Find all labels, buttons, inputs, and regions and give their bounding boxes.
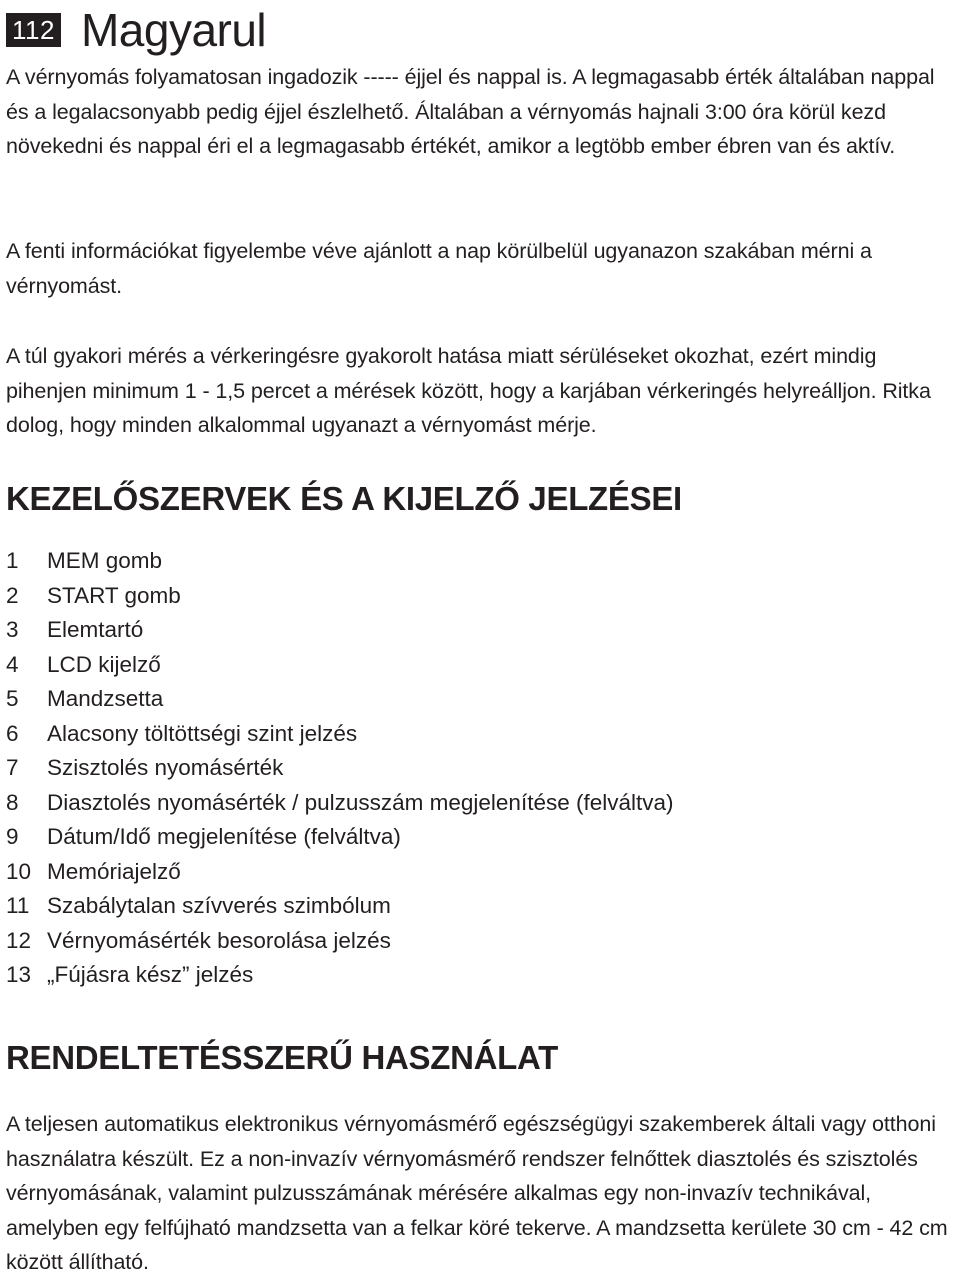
- list-item: [6, 579, 674, 614]
- list-item-label: START gomb: [47, 582, 181, 608]
- list-item-number: 5: [6, 686, 19, 711]
- list-item: [6, 717, 674, 752]
- list-item-number: 10: [6, 858, 32, 884]
- list-item: [6, 958, 674, 993]
- list-item: [6, 648, 674, 683]
- language-title: Magyarul: [80, 4, 267, 56]
- list-item-label: Vérnyomásérték besorolása jelzés: [47, 927, 391, 953]
- list-item-number: 12: [6, 927, 32, 953]
- list-item-number: 11: [6, 893, 30, 918]
- controls-list: [6, 544, 674, 993]
- list-item: [6, 924, 674, 959]
- list-item-label: Dátum/Idő megjelenítése (felváltva): [47, 824, 401, 849]
- list-item-label: Elemtartó: [47, 617, 144, 642]
- list-item: [6, 820, 674, 855]
- list-item: [6, 889, 674, 924]
- list-item: [6, 786, 674, 821]
- list-item-number: 8: [6, 789, 19, 815]
- list-item-label: Diasztolés nyomásérték / pulzusszám megjelenítése (felváltva): [47, 789, 674, 815]
- list-item-label: Memóriajelző: [47, 858, 181, 884]
- list-item-number: 6: [6, 720, 19, 746]
- list-item-label: Mandzsetta: [47, 686, 164, 711]
- advice-paragraph: A fenti információkat figyelembe véve ajánlott a nap körülbelül ugyanazon szakában mérni a vérnyomást.: [6, 239, 872, 298]
- manual-page: [6, 0, 954, 1274]
- list-item: [6, 544, 674, 579]
- list-item-label: LCD kijelző: [47, 651, 161, 677]
- list-item: [6, 613, 674, 648]
- list-item: [6, 751, 674, 786]
- list-item-label: MEM gomb: [47, 548, 163, 573]
- list-item-number: 1: [6, 548, 19, 573]
- list-item-number: 4: [6, 651, 19, 677]
- usage-paragraph: A teljesen automatikus elektronikus vérnyomásmérő egészségügyi szakemberek általi vagy otthoni használatra készült. Ez a non-invazív vérnyomásmérő rendszer felnőttek diasztolés és szisztolés vérnyomásának, valamint pulzusszámának mérésére alkalmas egy non-invazív technikával, amelyben egy felfújható mandzsetta van a felkar köré tekerve. A mandzsetta kerülete 30 cm - 42 cm között állítható.: [6, 1112, 948, 1274]
- list-item: [6, 855, 674, 890]
- list-item-number: 2: [6, 582, 19, 608]
- list-item-number: 9: [6, 824, 19, 849]
- controls-heading: KEZELŐSZERVEK ÉS A KIJELZŐ JELZÉSEI: [6, 480, 682, 517]
- page-header: [6, 2, 954, 58]
- usage-heading: RENDELTETÉSSZERŰ HASZNÁLAT: [6, 1039, 558, 1076]
- list-item-label: Alacsony töltöttségi szint jelzés: [47, 720, 358, 746]
- page-number-badge: 112: [6, 13, 61, 47]
- warning-paragraph: A túl gyakori mérés a vérkeringésre gyakorolt hatása miatt sérüléseket okozhat, ezért mindig pihenjen minimum 1 - 1,5 percet a mérések között, hogy a karjában vérkeringés helyreálljon. Ritka dolog, hogy minden alkalommal ugyanazt a vérnyomást mérje.: [6, 344, 931, 437]
- list-item-number: 3: [6, 617, 19, 642]
- list-item-number: 13: [6, 962, 32, 987]
- list-item: [6, 682, 674, 717]
- list-item-label: Szabálytalan szívverés szimbólum: [47, 893, 391, 918]
- list-item-label: „Fújásra kész” jelzés: [47, 962, 254, 987]
- list-item-number: 7: [6, 755, 19, 780]
- intro-paragraph: A vérnyomás folyamatosan ingadozik ----- éjjel és nappal is. A legmagasabb érték általában nappal és a legalacsonyabb pedig éjjel észlelhető. Általában a vérnyomás hajnali 3:00 óra körül kezd növekedni és nappal éri el a legmagasabb értékét, amikor a legtöbb ember ébren van és aktív.: [6, 65, 935, 158]
- list-item-label: Szisztolés nyomásérték: [47, 755, 284, 780]
